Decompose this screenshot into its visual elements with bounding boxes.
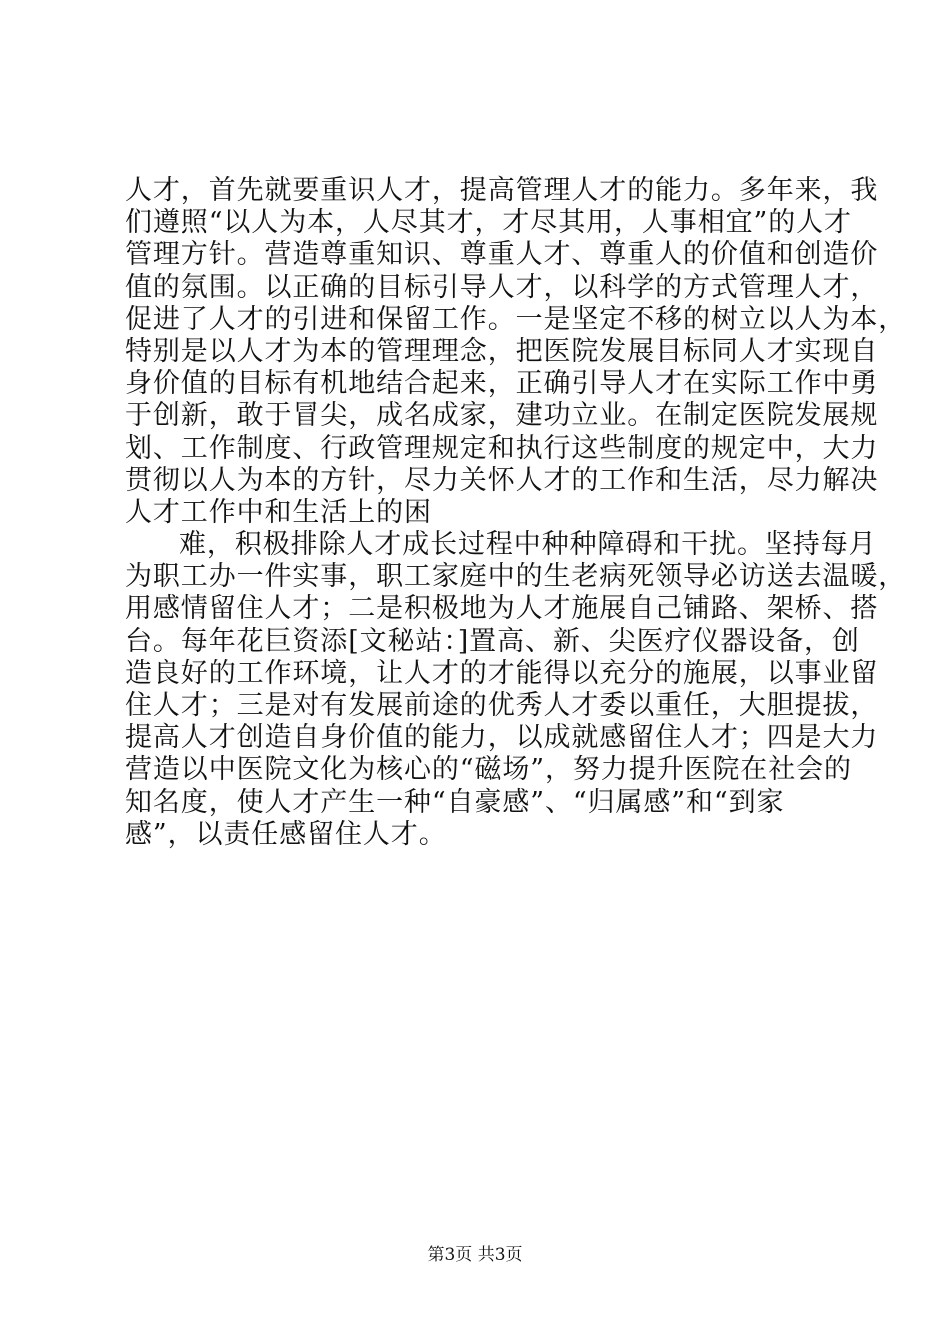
text-line: 贯彻以人为本的方针，尽力关怀人才的工作和生活，尽力解决: [125, 464, 879, 496]
text-line: 难，积极排除人才成长过程中种种障碍和干扰。坚持每月: [179, 529, 877, 561]
page-footer: [0, 1244, 950, 1266]
text-line: 提高人才创造自身价值的能力，以成就感留住人才；四是大力: [125, 722, 879, 754]
text-line: 知名度，使人才产生一种“自豪感”、“归属感”和“到家: [125, 786, 785, 818]
paragraph-2: [125, 529, 907, 851]
text-line: 值的氛围。以正确的目标引导人才，以科学的方式管理人才，: [125, 271, 879, 303]
text-line: 造良好的工作环境，让人才的才能得以充分的施展，以事业留: [125, 657, 879, 689]
text-line: 住人才；三是对有发展前途的优秀人才委以重任，大胆提拔，: [125, 690, 879, 721]
text-line: 为职工办一件实事，职工家庭中的生老病死领导必访送去温暖，: [125, 561, 907, 593]
text-line: 们遵照“以人为本，人尽其才，才尽其用，人事相宜”的人才: [125, 207, 852, 239]
text-line: 管理方针。营造尊重知识、尊重人才、尊重人的价值和创造价: [125, 239, 879, 271]
text-line: 台。每年花巨资添[文秘站：]置高、新、尖医疗仪器设备，创: [125, 625, 860, 657]
paragraph-1: [125, 175, 907, 529]
text-line: 划、工作制度、行政管理规定和执行这些制度的规定中，大力: [125, 432, 879, 464]
text-line: 身价值的目标有机地结合起来，正确引导人才在实际工作中勇: [125, 368, 879, 400]
page-number-label: 第3页 共3页: [427, 1245, 523, 1265]
text-line: 营造以中医院文化为核心的“磁场”，努力提升医院在社会的: [125, 754, 852, 786]
text-line: 感”，以责任感留住人才。: [125, 818, 447, 850]
text-line: 于创新，敢于冒尖，成名成家，建功立业。在制定医院发展规: [125, 400, 879, 432]
text-line: 特别是以人才为本的管理理念，把医院发展目标同人才实现自: [125, 335, 879, 367]
text-line: 促进了人才的引进和保留工作。一是坚定不移的树立以人为本，: [125, 303, 907, 335]
text-line: 用感情留住人才；二是积极地为人才施展自己铺路、架桥、搭: [125, 593, 879, 625]
text-line: 人才工作中和生活上的困: [125, 496, 432, 528]
document-body: [125, 175, 907, 851]
text-line: 人才，首先就要重识人才，提高管理人才的能力。多年来，我: [125, 175, 879, 206]
